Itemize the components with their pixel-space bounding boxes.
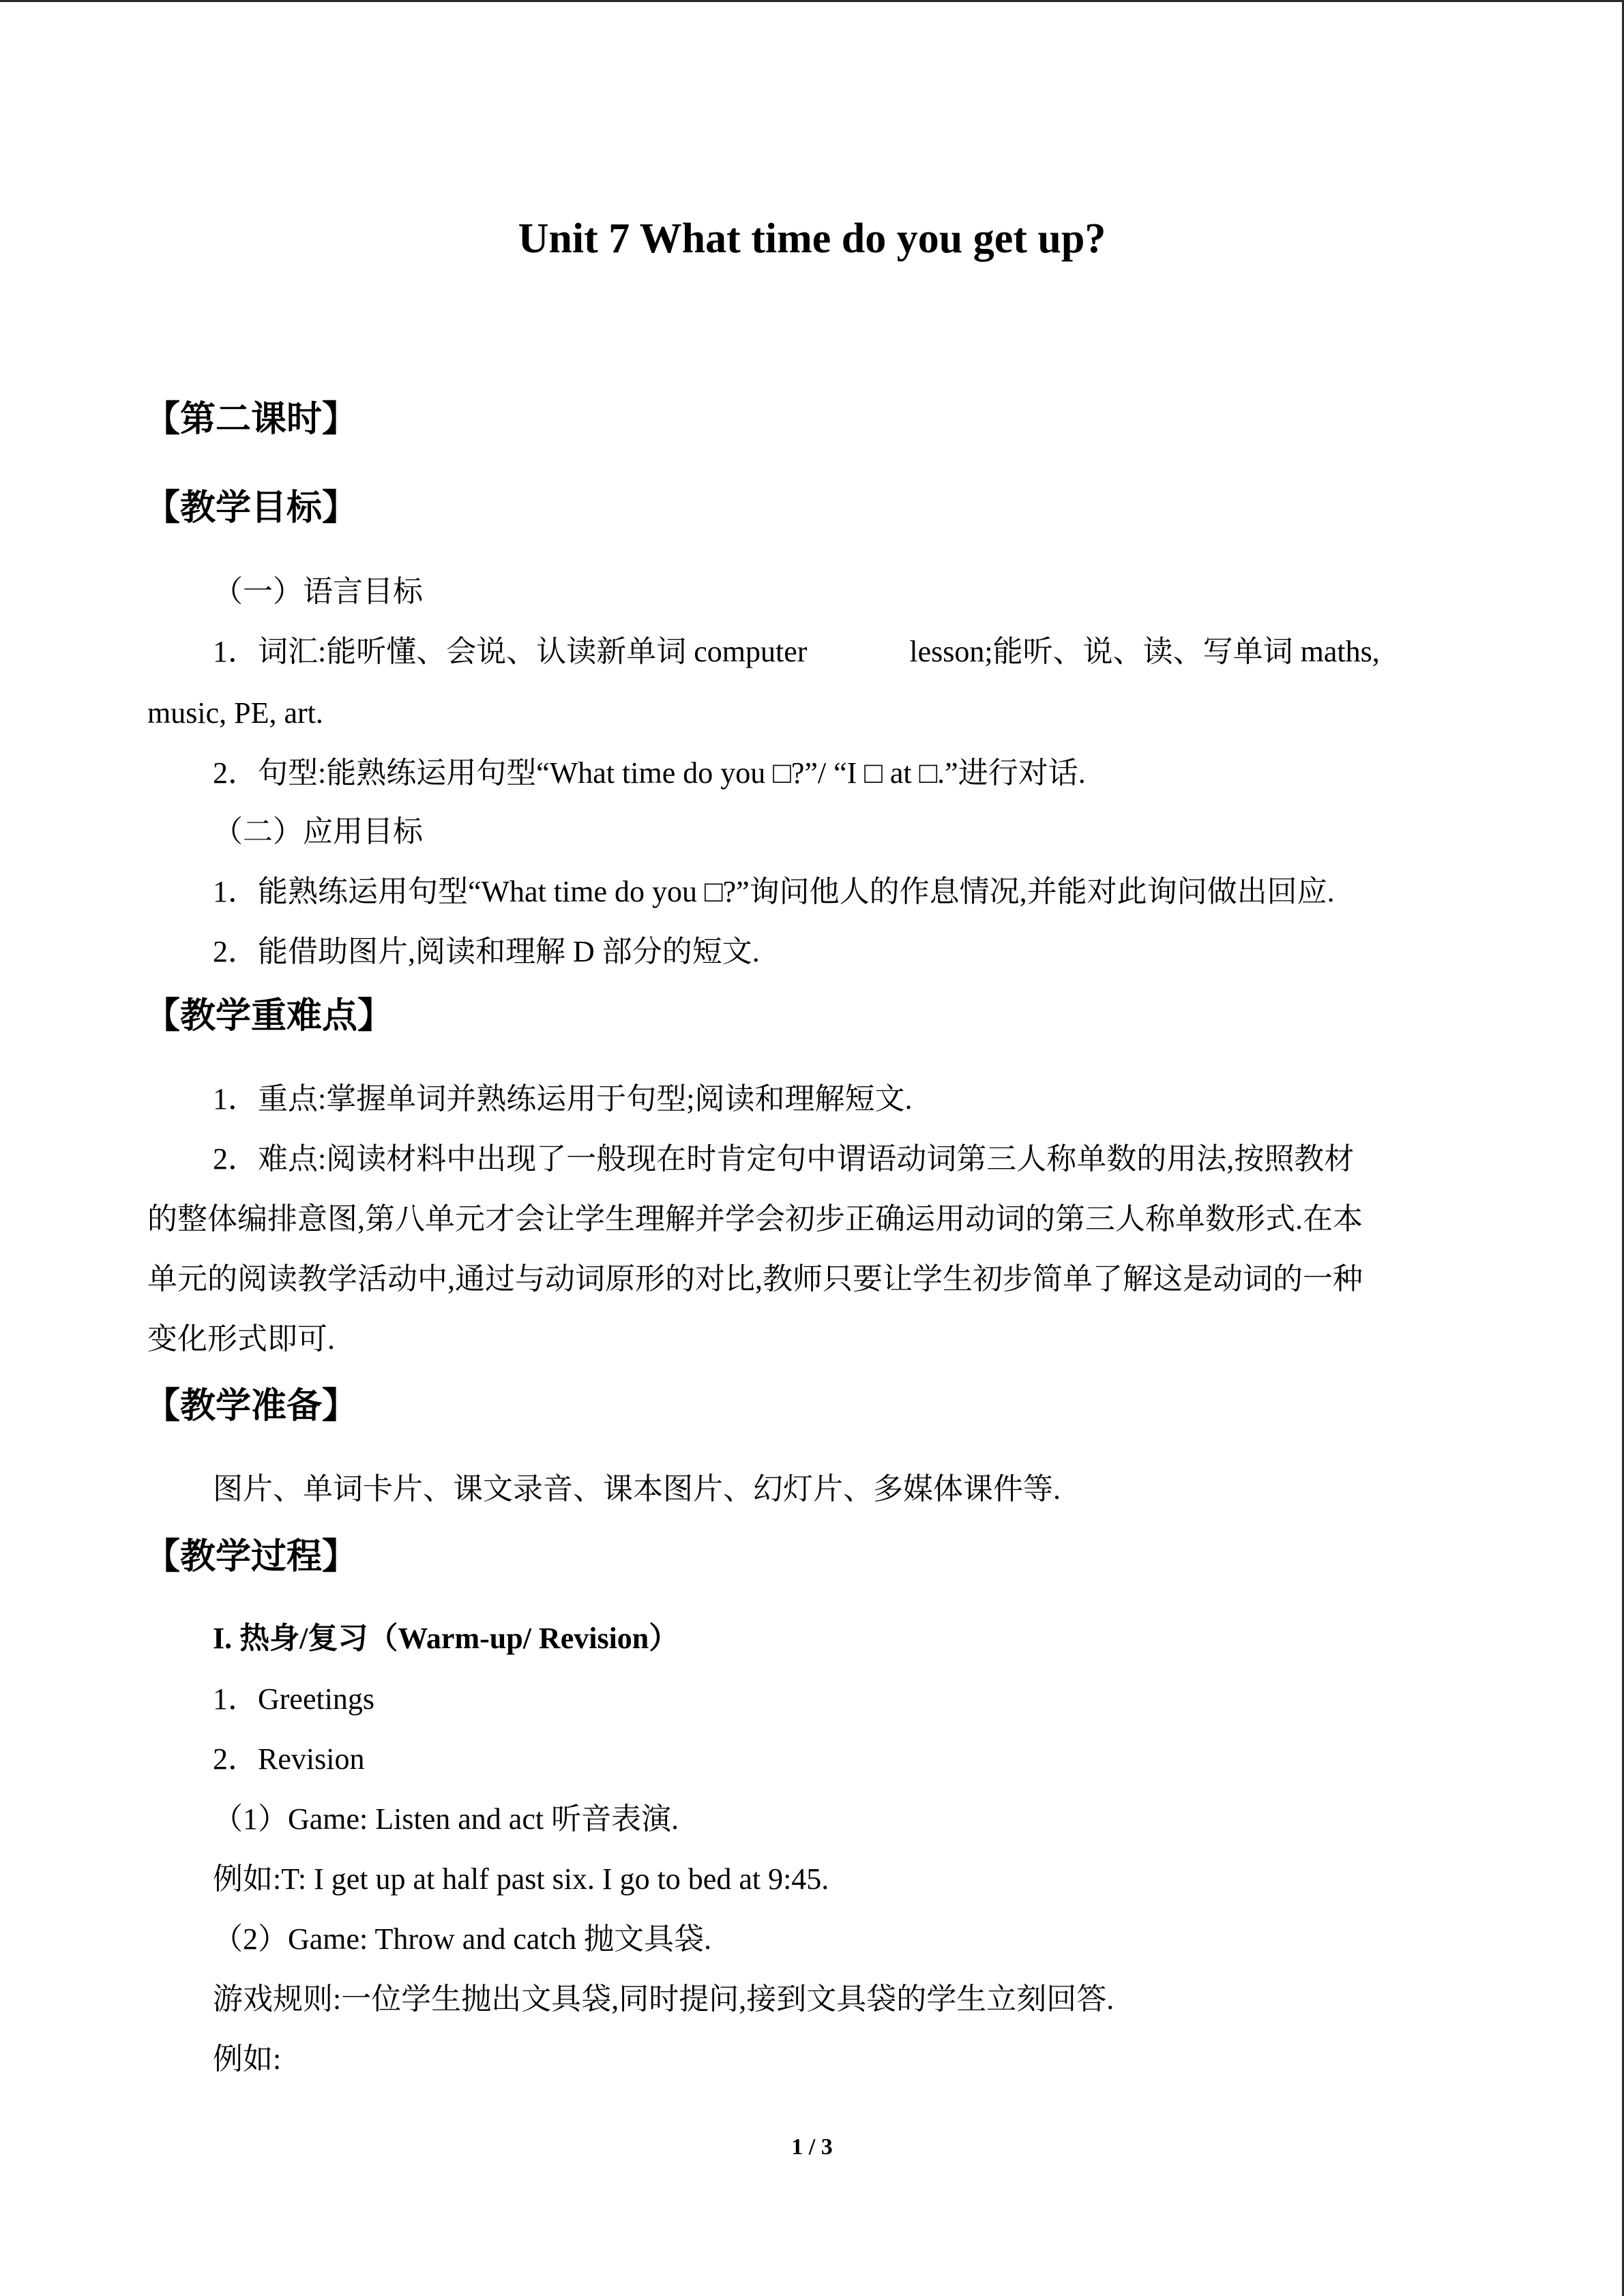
objectives-heading: 【教学目标】: [145, 488, 358, 528]
top-border: [0, 0, 1624, 2]
key-point-2-line-2: 的整体编排意图,第八单元才会让学生理解并学会初步正确运用动词的第三人称单数形式.在本: [147, 1202, 1363, 1236]
game-rules: 游戏规则:一位学生抛出文具袋,同时提问,接到文具袋的学生立刻回答.: [213, 1982, 1114, 2016]
game-1: （1）Game: Listen and act 听音表演.: [213, 1802, 679, 1836]
example-label: 例如:: [213, 2042, 282, 2076]
warmup-title: I. 热身/复习（Warm-up/ Revision）: [213, 1622, 679, 1655]
key-points-heading: 【教学重难点】: [145, 996, 394, 1037]
application-goal-1: 1．能熟练运用句型“What time do you □?”询问他人的作息情况,并能对此询问做出回应.: [213, 875, 1335, 908]
revision-item: 2．Revision: [213, 1742, 365, 1776]
process-heading: 【教学过程】: [145, 1536, 358, 1577]
game-2: （2）Game: Throw and catch 抛文具袋.: [213, 1922, 712, 1956]
preparation-text: 图片、单词卡片、课文录音、课本图片、幻灯片、多媒体课件等.: [213, 1472, 1061, 1506]
vocab-line-continued: music, PE, art.: [147, 696, 323, 730]
vocab-line-part-b: lesson;能听、说、读、写单词 maths,: [909, 635, 1380, 668]
key-point-2-line-4: 变化形式即可.: [147, 1322, 335, 1356]
key-point-2-line-3: 单元的阅读教学活动中,通过与动词原形的对比,教师只要让学生初步简单了解这是动词的一种: [147, 1262, 1363, 1296]
page-title: Unit 7 What time do you get up?: [518, 215, 1106, 262]
application-goal-2: 2．能借助图片,阅读和理解 D 部分的短文.: [213, 935, 760, 968]
key-point-1: 1．重点:掌握单词并熟练运用于句型;阅读和理解短文.: [213, 1082, 913, 1116]
sentence-pattern-line: 2．句型:能熟练运用句型“What time do you □?”/ “I □ at □.”进行对话.: [213, 756, 1086, 790]
example-1: 例如:T: I get up at half past six. I go to bed at 9:45.: [213, 1862, 829, 1896]
preparation-heading: 【教学准备】: [145, 1386, 358, 1427]
application-goal-label: （二）应用目标: [213, 815, 423, 848]
greetings-item: 1．Greetings: [213, 1682, 375, 1716]
page-number: 1 / 3: [791, 2134, 833, 2160]
language-goal-label: （一）语言目标: [213, 575, 423, 608]
vocab-line: [213, 631, 1380, 672]
vocab-line-part-a: 1．词汇:能听懂、会说、认读新单词 computer: [213, 635, 808, 668]
lesson-label: 【第二课时】: [145, 399, 358, 440]
key-point-2-line-1: 2．难点:阅读材料中出现了一般现在时肯定句中谓语动词第三人称单数的用法,按照教材: [213, 1142, 1355, 1176]
